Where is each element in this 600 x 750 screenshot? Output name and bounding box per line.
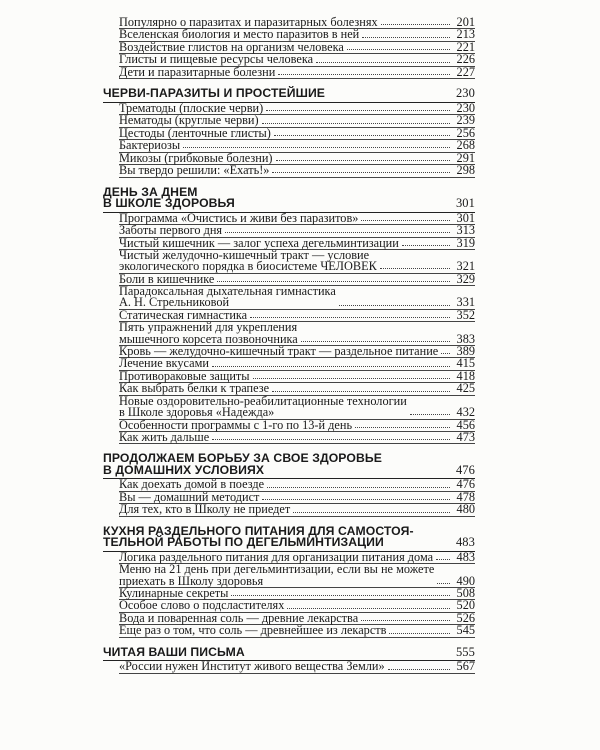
entry-title: Логика раздельного питания для организации питания дома: [119, 549, 434, 564]
dot-leader: [361, 220, 450, 221]
dot-leader: [389, 633, 450, 634]
entry-title: Особенности программы с 1-го по 13-й день: [119, 417, 353, 432]
entry-title: Кровь — желудочно-кишечный тракт — раздельное питание: [119, 343, 439, 358]
toc-entry: [119, 429, 475, 444]
dot-leader: [287, 608, 450, 609]
entry-page-number: 456: [456, 417, 475, 432]
dot-leader: [301, 341, 450, 342]
dot-leader: [278, 74, 450, 75]
section-title: ДЕНЬ ЗА ДНЕМ В ШКОЛЕ ЗДОРОВЬЯ: [103, 184, 235, 211]
toc-section: [103, 88, 475, 177]
dot-leader: [276, 160, 450, 161]
entry-page-number: 321: [456, 259, 475, 274]
dot-leader: [410, 414, 450, 415]
dot-leader: [436, 559, 450, 560]
entry-page-number: 313: [456, 223, 475, 238]
section-entries: [103, 17, 475, 79]
entry-page-number: 389: [456, 343, 475, 358]
entry-title: Микозы (грибковые болезни): [119, 150, 273, 165]
dot-leader: [388, 669, 450, 670]
entry-title: «России нужен Институт живого вещества Земли»: [119, 659, 385, 674]
section-title: ПРОДОЛЖАЕМ БОРЬБУ ЗА СВОЕ ЗДОРОВЬЕ В ДОМАШНИХ УСЛОВИЯХ: [103, 451, 382, 477]
section-title: ЧЕРВИ-ПАРАЗИТЫ И ПРОСТЕЙШИЕ: [103, 86, 326, 101]
entry-page-number: 226: [456, 52, 475, 67]
section-heading: [103, 523, 475, 552]
dot-leader: [347, 49, 450, 50]
entry-page-number: 490: [456, 573, 475, 588]
dot-leader: [183, 147, 450, 148]
entry-page-number: 508: [456, 585, 475, 600]
entry-title: Популярно о паразитах и паразитарных болезнях: [119, 15, 378, 29]
entry-title: Чистый кишечник — залог успеха дегельминтизации: [119, 235, 399, 250]
entry-title: Особое слово о подсластителях: [119, 598, 285, 613]
dot-leader: [361, 620, 450, 621]
dot-leader: [339, 305, 450, 306]
section-page-number: 301: [455, 196, 475, 211]
entry-title: Еще раз о том, что соль — древнейшее из лекарств: [119, 623, 387, 638]
entry-title: Вы — домашний методист: [119, 489, 260, 504]
entry-title: Вода и поваренная соль — древние лекарства: [119, 610, 359, 625]
section-entries: [103, 479, 475, 516]
dot-leader: [316, 62, 450, 63]
entry-title: Глисты и пищевые ресурсы человека: [119, 52, 314, 67]
toc-entry: [119, 625, 475, 637]
entry-title: Программа «Очистись и живи без паразитов»: [119, 210, 359, 225]
entry-page-number: 268: [456, 138, 475, 153]
entry-title: Меню на 21 день при дегельминтизации, если вы не можете приехать в Школу здоровья: [119, 562, 435, 588]
toc-entry: [119, 393, 475, 420]
entry-title: Дети и паразитарные болезни: [119, 64, 276, 79]
entry-title: Как выбрать белки к трапезе: [119, 381, 270, 396]
dot-leader: [355, 427, 450, 428]
entry-title: Для тех, кто в Школу не приедет: [119, 502, 291, 517]
section-page-number: 476: [455, 462, 475, 477]
toc-entry: [119, 64, 475, 79]
dot-leader: [380, 268, 450, 269]
section-page-number: 555: [455, 644, 475, 659]
entry-page-number: 319: [456, 235, 475, 250]
dot-leader: [441, 353, 450, 354]
entry-page-number: 418: [456, 368, 475, 383]
entry-title: Заботы первого дня: [119, 223, 223, 238]
dot-leader: [250, 317, 450, 318]
entry-page-number: 567: [456, 659, 475, 674]
entry-page-number: 230: [456, 100, 475, 115]
entry-page-number: 227: [456, 64, 475, 79]
entry-page-number: 483: [456, 549, 475, 564]
dot-leader: [381, 24, 450, 25]
entry-title: Бактериозы: [119, 138, 181, 153]
dot-leader: [262, 499, 450, 500]
entry-title: Новые оздоровительно-реабилитационные технологии в Школе здоровья «Надежда»: [119, 393, 407, 420]
section-heading: [103, 184, 475, 213]
section-title: КУХНЯ РАЗДЕЛЬНОГО ПИТАНИЯ ДЛЯ САМОСТОЯ- ТЕЛЬНОЙ РАБОТЫ ПО ДЕГЕЛЬМИНТИЗАЦИИ: [103, 523, 414, 550]
entry-page-number: 298: [456, 163, 475, 178]
section-heading: [103, 453, 475, 479]
entry-title: Вселенская биология и место паразитов в ней: [119, 27, 360, 42]
toc-section: [103, 523, 475, 638]
section-page-number: 483: [455, 535, 475, 550]
toc-section: [103, 644, 475, 674]
entry-title: Трематоды (плоские черви): [119, 100, 264, 115]
dot-leader: [293, 512, 450, 513]
entry-page-number: 545: [456, 623, 475, 638]
section-title: ЧИТАЯ ВАШИ ПИСЬМА: [103, 644, 245, 659]
entry-page-number: 473: [456, 429, 475, 444]
dot-leader: [272, 391, 450, 392]
entry-page-number: 526: [456, 610, 475, 625]
table-of-contents: [103, 17, 475, 674]
dot-leader: [272, 172, 450, 173]
section-entries: [103, 661, 475, 673]
entry-page-number: 520: [456, 598, 475, 613]
dot-leader: [402, 245, 450, 246]
entry-title: Воздействие глистов на организм человека: [119, 39, 344, 54]
entry-page-number: 415: [456, 356, 475, 371]
entry-page-number: 478: [456, 489, 475, 504]
entry-page-number: 383: [456, 331, 475, 346]
toc-section: [103, 184, 475, 445]
dot-leader: [212, 366, 450, 367]
toc-section: [103, 17, 475, 79]
entry-page-number: 221: [456, 39, 475, 54]
entry-page-number: 480: [456, 502, 475, 517]
entry-page-number: 213: [456, 27, 475, 42]
entry-page-number: 301: [456, 210, 475, 225]
entry-page-number: 239: [456, 113, 475, 128]
entry-page-number: 425: [456, 381, 475, 396]
dot-leader: [253, 378, 450, 379]
entry-page-number: 201: [456, 15, 475, 29]
dot-leader: [274, 135, 450, 136]
dot-leader: [262, 123, 450, 124]
dot-leader: [217, 281, 450, 282]
entry-title: Боли в кишечнике: [119, 271, 215, 286]
toc-entry: [119, 286, 475, 310]
entry-title: Пять упражнений для укрепления мышечного корсета позвоночника: [119, 320, 298, 346]
entry-page-number: 352: [456, 307, 475, 322]
entry-title: Чистый желудочно-кишечный тракт — условие экологического порядка в биосистеме ЧЕЛОВЕК: [119, 248, 377, 274]
dot-leader: [212, 439, 450, 440]
dot-leader: [267, 487, 450, 488]
toc-entry: [119, 250, 475, 274]
entry-page-number: 329: [456, 271, 475, 286]
toc-entry: [119, 661, 475, 673]
toc-entry: [119, 322, 475, 346]
toc-entry: [119, 165, 475, 177]
entry-title: Кулинарные секреты: [119, 585, 229, 600]
dot-leader: [231, 595, 450, 596]
entry-title: Статическая гимнастика: [119, 307, 248, 322]
toc-entry: [119, 564, 475, 588]
section-entries: [103, 210, 475, 445]
entry-page-number: 331: [456, 295, 475, 310]
dot-leader: [362, 37, 450, 38]
entry-page-number: 291: [456, 150, 475, 165]
toc-section: [103, 453, 475, 516]
entry-title: Вы твердо решили: «Ехать!»: [119, 163, 270, 178]
section-page-number: 230: [455, 86, 475, 101]
entry-title: Цестоды (ленточные глисты): [119, 125, 271, 140]
section-entries: [103, 549, 475, 638]
entry-title: Лечение вкусами: [119, 356, 209, 371]
entry-title: Нематоды (круглые черви): [119, 113, 259, 128]
entry-title: Противораковые защиты: [119, 368, 250, 383]
entry-page-number: 432: [456, 405, 475, 420]
section-entries: [103, 100, 475, 178]
entry-title: Как доехать домой в поезде: [119, 477, 265, 492]
entry-title: Как жить дальше: [119, 429, 210, 444]
dot-leader: [266, 110, 450, 111]
entry-page-number: 256: [456, 125, 475, 140]
dot-leader: [225, 232, 450, 233]
dot-leader: [437, 583, 450, 584]
entry-title: Парадоксальная дыхательная гимнастика А. Н. Стрельниковой: [119, 284, 336, 310]
toc-entry: [119, 504, 475, 516]
entry-page-number: 476: [456, 477, 475, 492]
